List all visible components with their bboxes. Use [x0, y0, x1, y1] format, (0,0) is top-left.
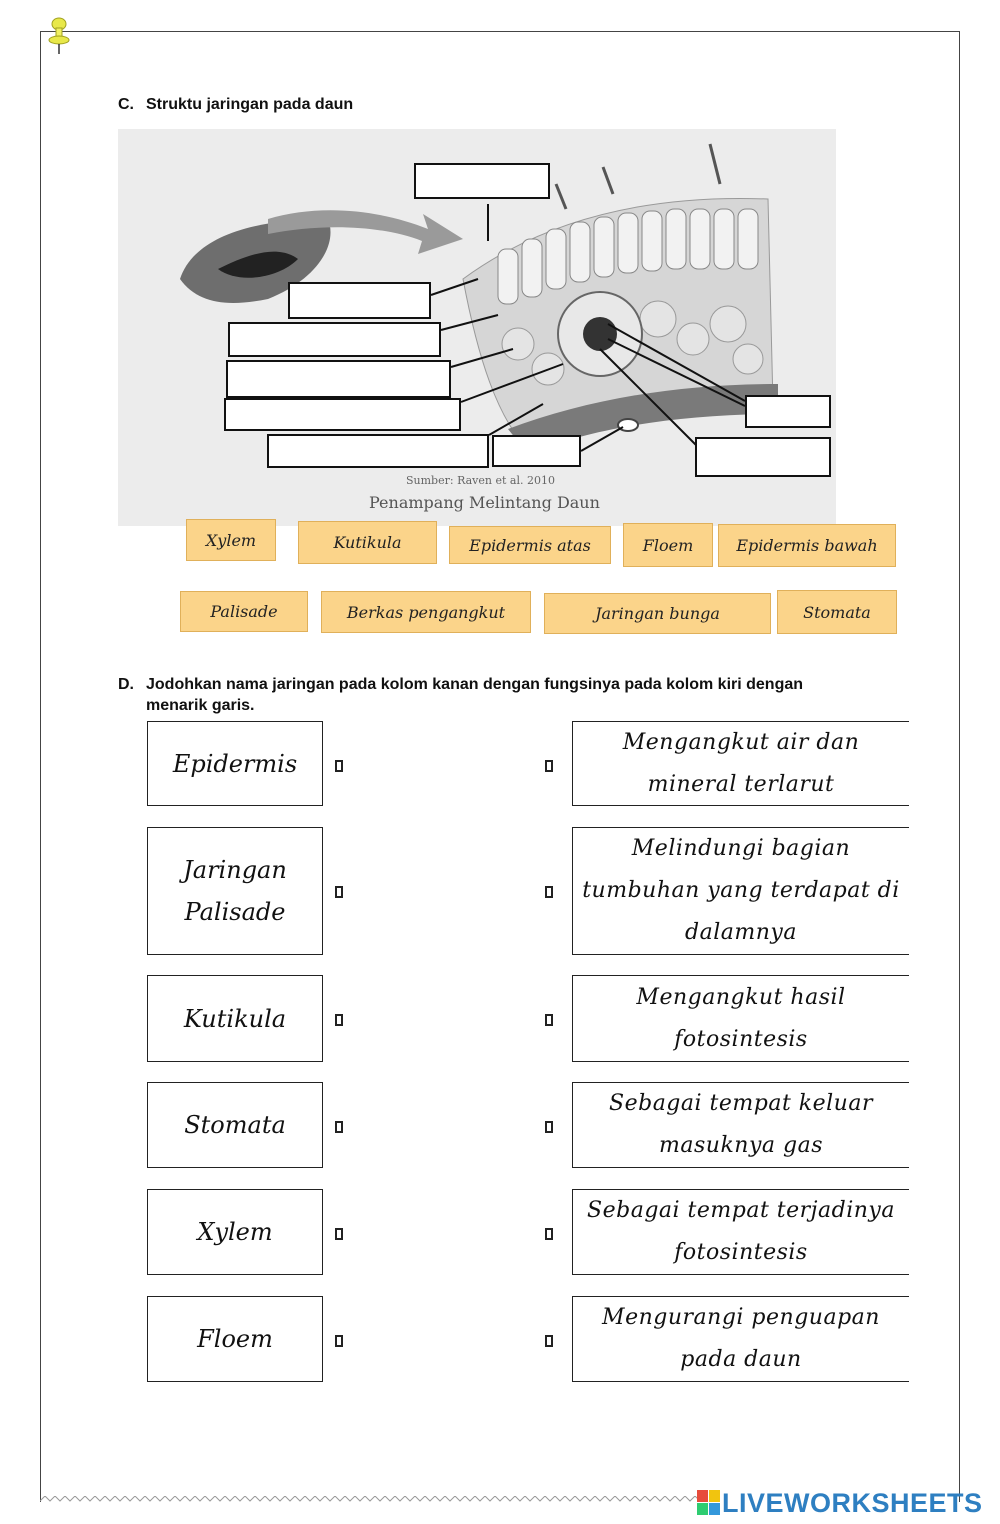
word-chip[interactable]: Stomata	[777, 590, 897, 634]
function-box: Sebagai tempat terjadinya fotosintesis	[572, 1189, 909, 1275]
function-box: Melindungi bagian tumbuhan yang terdapat di dalamnya	[572, 827, 909, 955]
word-chip[interactable]: Floem	[623, 523, 713, 567]
function-box: Mengangkut air dan mineral terlarut	[572, 721, 909, 806]
term-box: Stomata	[147, 1082, 323, 1168]
liveworksheets-brand[interactable]: LIVEWORKSHEETS	[722, 1488, 983, 1518]
word-chip[interactable]: Epidermis atas	[449, 526, 611, 564]
term-anchor[interactable]	[335, 760, 343, 772]
section-c-letter: C.	[118, 96, 134, 113]
label-slot-spongy[interactable]	[226, 360, 451, 398]
word-chip[interactable]: Kutikula	[298, 521, 437, 564]
term-anchor[interactable]	[335, 886, 343, 898]
xylem-core	[583, 317, 617, 351]
function-anchor[interactable]	[545, 1228, 553, 1240]
term-box: Jaringan Palisade	[147, 827, 323, 955]
function-anchor[interactable]	[545, 886, 553, 898]
word-chip[interactable]: Jaringan bunga	[544, 593, 771, 634]
function-anchor[interactable]	[545, 1121, 553, 1133]
section-d-letter: D.	[118, 676, 134, 693]
term-box: Xylem	[147, 1189, 323, 1275]
label-slot-stomata[interactable]	[492, 435, 581, 467]
label-slot-palisade[interactable]	[228, 322, 441, 357]
word-chip[interactable]: Berkas pengangkut	[321, 591, 531, 633]
pushpin-icon	[46, 16, 72, 56]
word-chip[interactable]: Palisade	[180, 591, 308, 632]
term-box: Floem	[147, 1296, 323, 1382]
section-c-heading	[118, 94, 353, 115]
section-d-line2: menarik garis.	[146, 697, 255, 714]
label-slot-vascular-bundle[interactable]	[224, 398, 461, 431]
label-slot-phloem[interactable]	[695, 437, 831, 477]
figure-source: Sumber: Raven et al. 2010	[406, 474, 555, 487]
figure-caption: Penampang Melintang Daun	[369, 493, 600, 512]
function-anchor[interactable]	[545, 1014, 553, 1026]
liveworksheets-logo-icon	[697, 1490, 721, 1516]
word-chip[interactable]: Xylem	[186, 519, 276, 561]
word-chip[interactable]: Epidermis bawah	[718, 524, 896, 567]
function-anchor[interactable]	[545, 1335, 553, 1347]
label-slot-lower-epidermis[interactable]	[267, 434, 489, 468]
section-d-heading	[118, 674, 908, 716]
function-box: Sebagai tempat keluar masuknya gas	[572, 1082, 909, 1168]
term-box: Kutikula	[147, 975, 323, 1062]
section-c-title: Struktu jaringan pada daun	[146, 96, 354, 113]
term-anchor[interactable]	[335, 1228, 343, 1240]
term-anchor[interactable]	[335, 1014, 343, 1026]
section-d-line1: Jodohkan nama jaringan pada kolom kanan dengan fungsinya pada kolom kiri dengan	[146, 676, 804, 693]
function-anchor[interactable]	[545, 760, 553, 772]
label-slot-cuticle[interactable]	[414, 163, 550, 199]
label-slot-upper-epidermis[interactable]	[288, 282, 431, 319]
term-anchor[interactable]	[335, 1335, 343, 1347]
function-box: Mengangkut hasil fotosintesis	[572, 975, 909, 1062]
function-box: Mengurangi penguapan pada daun	[572, 1296, 909, 1382]
leaf-cross-section-figure	[118, 129, 836, 526]
term-anchor[interactable]	[335, 1121, 343, 1133]
label-slot-xylem[interactable]	[745, 395, 831, 428]
term-box: Epidermis	[147, 721, 323, 806]
